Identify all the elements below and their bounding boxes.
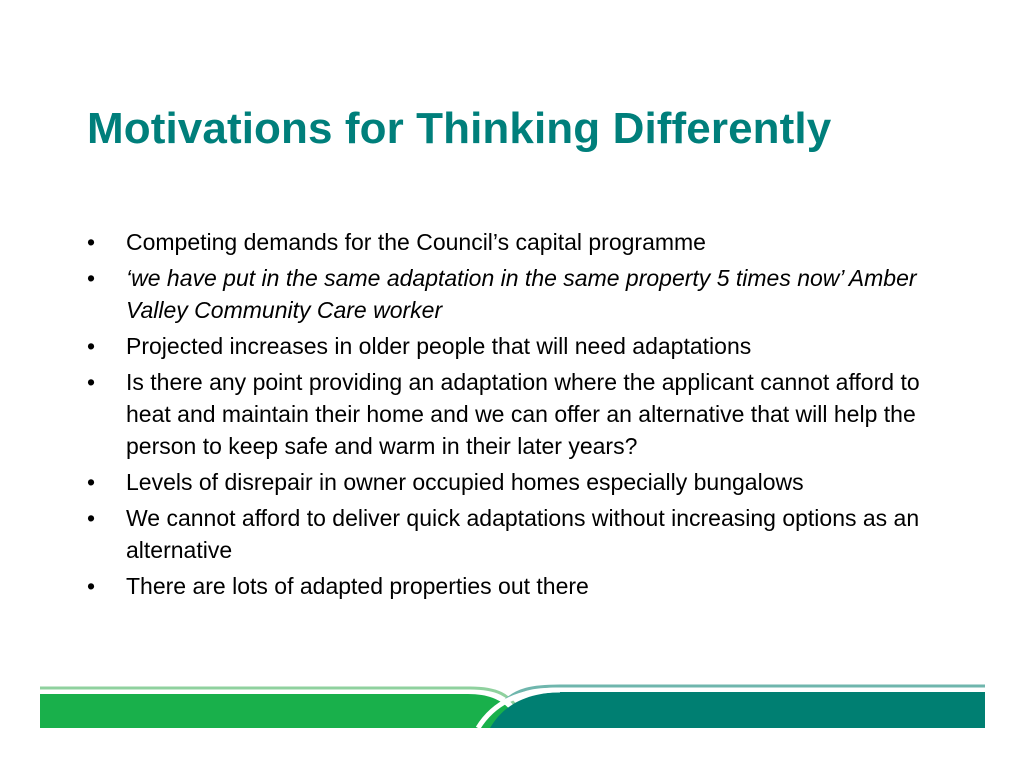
bullet-item	[87, 330, 947, 362]
slide-title: Motivations for Thinking Differently	[87, 104, 832, 153]
bullet-dot-icon: •	[87, 573, 96, 599]
bullet-item	[87, 226, 947, 258]
bullet-dot-icon: •	[87, 369, 96, 395]
bullet-text: Is there any point providing an adaptation where the applicant cannot afford to heat and maintain their home and we can offer an alternative that will help the person to keep safe and warm in their later years?	[126, 369, 920, 459]
footer-teal-segment	[490, 692, 985, 728]
bullet-item-quote	[87, 262, 947, 326]
bullet-text: We cannot afford to deliver quick adaptations without increasing options as an alternative	[126, 505, 920, 563]
bullet-dot-icon: •	[87, 229, 96, 255]
bullet-list	[87, 226, 947, 606]
bullet-dot-icon: •	[87, 265, 96, 291]
bullet-text: There are lots of adapted properties out there	[126, 573, 589, 599]
bullet-item	[87, 570, 947, 602]
bullet-dot-icon: •	[87, 333, 96, 359]
footer-green-segment	[40, 694, 522, 728]
footer-band-graphic	[0, 680, 1024, 740]
bullet-dot-icon: •	[87, 505, 96, 531]
bullet-text: Levels of disrepair in owner occupied homes especially bungalows	[126, 469, 804, 495]
bullet-text: ‘we have put in the same adaptation in the same property 5 times now’ Amber Valley Community Care worker	[126, 265, 917, 323]
bullet-dot-icon: •	[87, 469, 96, 495]
bullet-text: Competing demands for the Council’s capital programme	[126, 229, 706, 255]
bullet-item	[87, 366, 947, 462]
bullet-item	[87, 466, 947, 498]
bullet-text: Projected increases in older people that will need adaptations	[126, 333, 752, 359]
bullet-item	[87, 502, 947, 566]
